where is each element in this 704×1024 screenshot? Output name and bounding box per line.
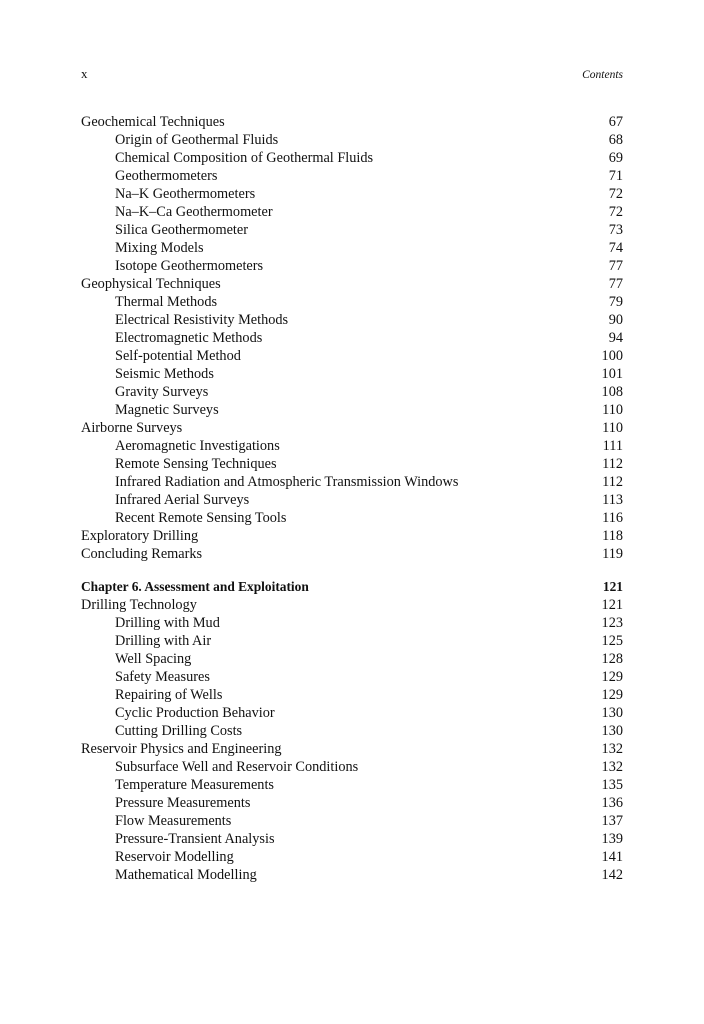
toc-entry-title: Drilling Technology [81,597,197,613]
toc-entry-page: 112 [602,474,623,490]
toc-entry-page: 110 [602,402,623,418]
toc-entry-title: Na–K–Ca Geothermometer [115,204,273,220]
toc-entry-title: Reservoir Modelling [115,849,234,865]
toc-entry-page: 100 [601,348,623,364]
toc-entry [81,473,623,491]
toc-entry-title: Cyclic Production Behavior [115,705,275,721]
toc-entry-title: Na–K Geothermometers [115,186,256,202]
toc-entry-page: 101 [601,366,623,382]
section-gap [81,563,623,578]
toc-entry-page: 132 [601,759,623,775]
toc-entry-title: Reservoir Physics and Engineering [81,741,282,757]
toc-entry-page: 130 [601,723,623,739]
toc-entry-page: 139 [601,831,623,847]
toc-entry-page: 132 [601,741,623,757]
toc-entry [81,491,623,509]
toc-entry-title: Temperature Measurements [115,777,274,793]
toc-entry [81,257,623,275]
toc-entry [81,419,623,437]
toc-entry-title: Magnetic Surveys [115,402,219,418]
toc-entry-page: 121 [601,597,623,613]
toc-entry [81,830,623,848]
toc-entry-title: Chapter 6. Assessment and Exploitation [81,579,309,594]
toc-entry-title: Infrared Radiation and Atmospheric Transmission Windows [115,474,459,490]
toc-entry-title: Pressure-Transient Analysis [115,831,275,847]
toc-entry [81,704,623,722]
toc-entry-title: Recent Remote Sensing Tools [115,510,287,526]
toc-entry-page: 111 [602,438,623,454]
toc-entry-title: Aeromagnetic Investigations [115,438,280,454]
toc-entry [81,293,623,311]
toc-entry-title: Cutting Drilling Costs [115,723,243,739]
toc-entry-page: 137 [601,813,623,829]
toc-entry [81,167,623,185]
toc-entry [81,131,623,149]
toc-entry-title: Gravity Surveys [115,384,209,400]
toc-entry-title: Self-potential Method [115,348,241,364]
toc-entry [81,650,623,668]
toc-entry-title: Geochemical Techniques [81,114,225,130]
toc-entry-page: 141 [601,849,623,865]
toc-entry [81,275,623,293]
toc-entry-page: 118 [602,528,623,544]
toc-entry-title: Seismic Methods [115,366,214,382]
toc-entry [81,848,623,866]
toc-entry-title: Repairing of Wells [115,687,223,703]
toc-entry [81,527,623,545]
toc-entry [81,794,623,812]
toc-entry-page: 71 [608,168,623,184]
toc-entry-page: 90 [608,312,623,328]
toc-entry [81,812,623,830]
toc-entry [81,758,623,776]
table-of-contents [81,113,623,884]
toc-entry-page: 77 [608,276,623,292]
toc-entry-title: Drilling with Air [115,633,212,649]
toc-entry-title: Subsurface Well and Reservoir Conditions [115,759,359,775]
toc-entry-title: Geothermometers [115,168,218,184]
toc-entry-title: Infrared Aerial Surveys [115,492,250,508]
toc-entry-title: Safety Measures [115,669,210,685]
toc-entry [81,113,623,131]
toc-entry-page: 125 [601,633,623,649]
toc-entry [81,722,623,740]
page-number: x [81,66,88,81]
toc-entry [81,596,623,614]
toc-entry [81,311,623,329]
toc-entry-page: 142 [601,867,623,883]
toc-entry [81,545,623,563]
toc-entry-title: Silica Geothermometer [115,222,248,238]
toc-entry-title: Concluding Remarks [81,546,203,562]
toc-entry [81,455,623,473]
toc-entry-page: 129 [601,669,623,685]
toc-entry [81,509,623,527]
toc-entry-page: 119 [602,546,623,562]
toc-entry-title: Remote Sensing Techniques [115,456,277,472]
toc-entry-page: 74 [608,240,623,256]
toc-entry [81,203,623,221]
toc-entry [81,668,623,686]
running-title: Contents [582,69,623,81]
toc-entry-title: Origin of Geothermal Fluids [115,132,279,148]
toc-entry [81,614,623,632]
toc-entry-page: 72 [608,186,623,202]
toc-entry-page: 121 [602,579,623,594]
toc-entry [81,383,623,401]
toc-entry-page: 94 [608,330,623,346]
toc-entry [81,866,623,884]
chapter-heading [81,578,623,596]
toc-entry [81,686,623,704]
toc-entry-title: Mixing Models [115,240,204,256]
toc-entry-page: 123 [601,615,623,631]
running-head [81,66,623,82]
toc-entry-page: 112 [602,456,623,472]
toc-entry-page: 136 [601,795,623,811]
toc-entry-title: Electrical Resistivity Methods [115,312,289,328]
toc-entry-page: 68 [608,132,623,148]
toc-entry [81,437,623,455]
toc-entry-title: Drilling with Mud [115,615,220,631]
toc-entry [81,185,623,203]
toc-entry [81,221,623,239]
toc-entry-page: 72 [608,204,623,220]
toc-entry-title: Flow Measurements [115,813,232,829]
toc-entry-page: 77 [608,258,623,274]
toc-entry [81,347,623,365]
toc-entry-page: 110 [602,420,623,436]
toc-entry-title: Electromagnetic Methods [115,330,263,346]
toc-entry-title: Pressure Measurements [115,795,251,811]
toc-entry-title: Thermal Methods [115,294,218,310]
toc-entry-page: 69 [608,150,623,166]
toc-entry [81,365,623,383]
toc-entry [81,776,623,794]
toc-entry-page: 116 [602,510,623,526]
toc-entry-title: Geophysical Techniques [81,276,221,292]
toc-entry-page: 129 [601,687,623,703]
toc-entry-page: 73 [608,222,623,238]
toc-entry-title: Isotope Geothermometers [115,258,264,274]
toc-entry-page: 128 [601,651,623,667]
toc-entry-title: Airborne Surveys [81,420,183,436]
toc-entry-page: 108 [601,384,623,400]
toc-entry [81,329,623,347]
toc-entry-title: Well Spacing [115,651,192,667]
toc-entry [81,149,623,167]
toc-entry-title: Exploratory Drilling [81,528,199,544]
toc-entry [81,239,623,257]
toc-entry-page: 79 [608,294,623,310]
toc-entry-title: Chemical Composition of Geothermal Fluids [115,150,374,166]
toc-entry-page: 67 [608,114,623,130]
toc-entry [81,401,623,419]
toc-entry-page: 135 [601,777,623,793]
toc-entry-page: 130 [601,705,623,721]
toc-entry [81,740,623,758]
toc-entry-page: 113 [602,492,623,508]
toc-entry [81,632,623,650]
toc-entry-title: Mathematical Modelling [115,867,257,883]
